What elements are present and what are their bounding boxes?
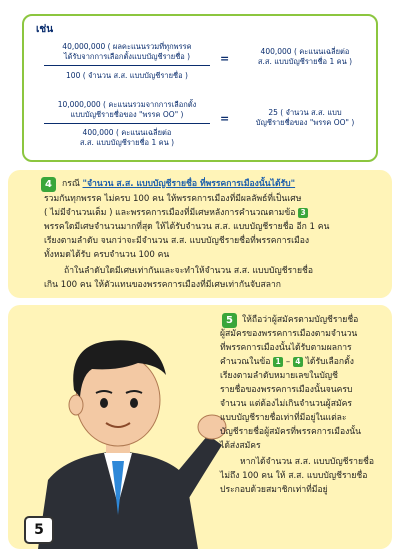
example-label: เช่น (36, 24, 54, 35)
case-5-line-5: เรียงตามลำดับหมายเลขในบัญชี (220, 371, 338, 381)
case-5-line-3: ที่พรรคการเมืองนั้นได้รับตามผลการ (220, 343, 352, 353)
case-5-line-4 (220, 356, 354, 368)
row2-fraction-line (44, 123, 210, 124)
row2-numerator-1: 10,000,000 ( คะแนนรวมจากการเลือกตั้ง (57, 100, 197, 109)
case-5-ref-start: 1 (273, 357, 283, 367)
row2-numerator-2: แบบบัญชีรายชื่อของ "พรรค OO" ) (70, 110, 184, 119)
example-box (22, 14, 378, 162)
case-5-ref-tail: ได้รับเลือกตั้ง (302, 357, 354, 367)
row2-result-2: บัญชีรายชื่อของ "พรรค OO" ) (255, 118, 355, 127)
case-4-line-2 (44, 207, 308, 219)
row2-denominator-1: 400,000 ( คะแนนเฉลี่ยต่อ (82, 128, 172, 137)
case-4-line-2-text: ( ไม่มีจำนวนเต็ม ) และพรรคการเมืองที่มีเศษหลังการคำนวณตามข้อ (44, 208, 296, 218)
case-4-ref-number: 3 (298, 208, 308, 218)
case-5-line-4-text: คำนวณในข้อ (220, 357, 271, 367)
case-4-number: 4 (41, 177, 56, 192)
row1-numerator-1: 40,000,000 ( ผลคะแนนรวมที่ทุกพรรค (62, 42, 192, 51)
row1-result-2: ส.ส. แบบบัญชีรายชื่อ 1 คน ) (257, 57, 353, 66)
case-4-line-3: พรรคใดมีเศษจำนวนมากที่สุด ให้ได้รับจำนวน ส.ส. แบบบัญชีรายชื่อ อีก 1 คน (44, 222, 330, 232)
case-4-line-1: รวมกันทุกพรรค ไม่ครบ 100 คน ให้พรรคการเมืองที่มีผลลัพธ์ที่เป็นเศษ (44, 194, 302, 204)
case-4-line-6: ถ้าในลำดับใดมีเศษเท่ากันและจะทำให้จำนวน ส.ส. แบบบัญชีรายชื่อ (64, 266, 314, 276)
case-5-number: 5 (222, 313, 237, 328)
case-5-ref-dash: – (283, 357, 293, 367)
case-5-line-6: รายชื่อของพรรคการเมืองนั้นจนครบ (220, 385, 353, 395)
row1-denominator: 100 ( จำนวน ส.ส. แบบบัญชีรายชื่อ ) (66, 71, 188, 80)
case-4-prefix: กรณี (62, 179, 80, 189)
row1-result-1: 400,000 ( คะแนนเฉลี่ยต่อ (260, 47, 350, 56)
case-5-line-13: ประกอบด้วยสมาชิกเท่าที่มีอยู่ (220, 485, 328, 495)
case-4-line-7: เกิน 100 คน ให้ตัวแทนของพรรคการเมืองที่มีเศษเท่ากันจับสลาก (44, 280, 281, 290)
case-5-line-11: หากได้จำนวน ส.ส. แบบบัญชีรายชื่อ (240, 457, 374, 467)
row2-result-1: 25 ( จำนวน ส.ส. แบบ (268, 108, 342, 117)
case-5-line-2: ผู้สมัครของพรรคการเมืองตามจำนวน (220, 329, 358, 339)
case-5-line-12: ไม่ถึง 100 คน ให้ ส.ส. แบบบัญชีรายชื่อ (220, 471, 368, 481)
page-number: 5 (24, 516, 54, 544)
row2-denominator-2: ส.ส. แบบบัญชีรายชื่อ 1 คน ) (79, 138, 175, 147)
row2-equals: = (220, 112, 230, 125)
row1-equals: = (220, 52, 230, 65)
case-4-line-4: เรียงตามลำดับ จนกว่าจะมีจำนวน ส.ส. แบบบัญชีรายชื่อที่พรรคการเมือง (44, 236, 310, 246)
case-4-title: "จำนวน ส.ส. แบบบัญชีรายชื่อ ที่พรรคการเมืองนั้นได้รับ" (82, 179, 296, 189)
case-5-box (8, 305, 392, 549)
case-4-line-5: ทั้งหมดได้รับ ครบจำนวน 100 คน (44, 250, 170, 260)
case-4-heading (62, 178, 295, 190)
row1-fraction-line (44, 65, 210, 66)
case-5-line-1: ให้ถือว่าผู้สมัครตามบัญชีรายชื่อ (242, 315, 359, 325)
case-5-line-7: จำนวน แต่ต้องไม่เกินจำนวนผู้สมัคร (220, 399, 352, 409)
case-4-box (8, 170, 392, 298)
case-5-line-9: บัญชีรายชื่อผู้สมัครที่พรรคการเมืองนั้น (220, 427, 362, 437)
case-5-line-8: แบบบัญชีรายชื่อเท่าที่มีอยู่ในแต่ละ (220, 413, 347, 423)
row1-numerator-2: ได้รับจากการเลือกตั้งแบบบัญชีรายชื่อ ) (63, 52, 191, 61)
case-5-line-10: ได้ส่งสมัคร (220, 441, 261, 451)
case-5-ref-end: 4 (293, 357, 303, 367)
